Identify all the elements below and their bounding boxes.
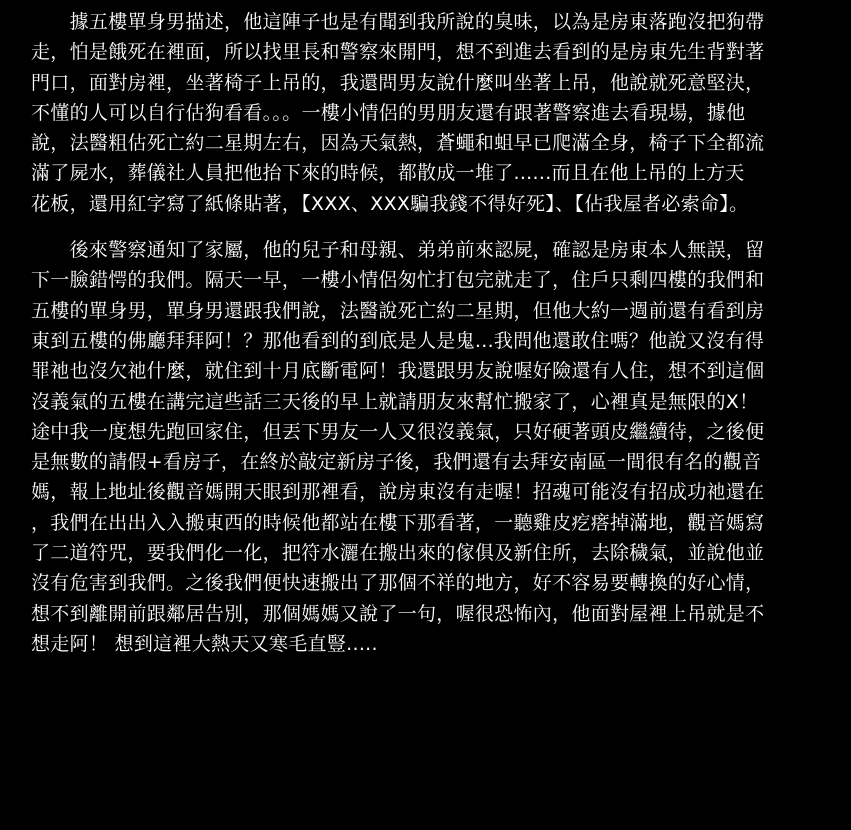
text-line: 不懂的人可以自行估狗看看。。。一樓小情侶的男朋友還有跟著警察進去看現場，據他 — [31, 101, 746, 124]
text-line: 五樓的單身男，單身男還跟我們說，法醫說死亡約二星期，但他大約一週前還有看到房 — [31, 299, 765, 322]
text-line: 滿了屍水，葬儀社人員把他抬下來的時候，都散成一堆了......而且在他上吊的上方天 — [31, 162, 745, 185]
text-line: 了二道符咒，要我們化一化，把符水灑在搬出來的傢俱及新住所，去除穢氣，並說他並 — [31, 542, 765, 565]
text-line: ，我們在出出入入搬東西的時候他都站在樓下那看著，一聽雞皮疙瘩掉滿地，觀音媽寫 — [31, 511, 765, 534]
text-line: 後來警察通知了家屬，他的兒子和母親、弟弟前來認屍，確認是房東本人無誤，留 — [31, 239, 765, 262]
text-line: 想走阿！ 想到這裡大熱天又寒毛直豎..... — [31, 632, 378, 655]
text-line: 據五樓單身男描述，他這陣子也是有聞到我所說的臭味，以為是房東落跑沒把狗帶 — [31, 11, 765, 33]
text-line: 東到五樓的佛廳拜拜阿！？那他看到的到底是人是鬼...我問他還敢住嗎？他說又沒有得 — [31, 329, 765, 352]
paragraph-2 — [0, 219, 831, 659]
text-line: 想不到離開前跟鄰居告別，那個媽媽又說了一句，喔很恐怖內，他面對屋裡上吊就是不 — [31, 602, 765, 625]
text-line: 媽，報上地址後觀音媽開天眼到那裡看，說房東沒有走喔！招魂可能沒有招成功祂還在 — [31, 481, 765, 504]
text-line: 門口，面對房裡，坐著椅子上吊的，我還問男友說什麼叫坐著上吊，他說就死意堅決， — [31, 71, 765, 94]
text-line: 沒有危害到我們。之後我們便快速搬出了那個不祥的地方，好不容易要轉換的好心情， — [31, 572, 765, 595]
text-line: 下一臉錯愕的我們。隔天一早，一樓小情侶匆忙打包完就走了，住戶只剩四樓的我們和 — [31, 269, 765, 292]
paragraph-1 — [0, 0, 831, 219]
text-line: 罪祂也沒欠祂什麼，就住到十月底斷電阿！我還跟男友說喔好險還有人住，想不到這個 — [31, 360, 765, 383]
text-line: 途中我一度想先跑回家住，但丟下男友一人又很沒義氣，只好硬著頭皮繼續待，之後便 — [31, 420, 765, 443]
text-line: 說，法醫粗估死亡約二星期左右，因為天氣熱，蒼蠅和蛆早已爬滿全身，椅子下全都流 — [31, 132, 765, 155]
text-line: 是無數的請假+看房子，在終於敲定新房子後，我們還有去拜安南區一間很有名的觀音 — [31, 451, 762, 474]
text-line: 花板，還用紅字寫了紙條貼著，【XXX、XXX騙我錢不得好死】、【佔我屋者必索命】。 — [31, 192, 749, 215]
text-line: 沒義氣的五樓在講完這些話三天後的早上就請朋友來幫忙搬家了，心裡真是無限的X！ — [31, 390, 759, 413]
text-line: 走，怕是餓死在裡面，所以找里長和警察來開門，想不到進去看到的是房東先生背對著 — [31, 41, 765, 64]
